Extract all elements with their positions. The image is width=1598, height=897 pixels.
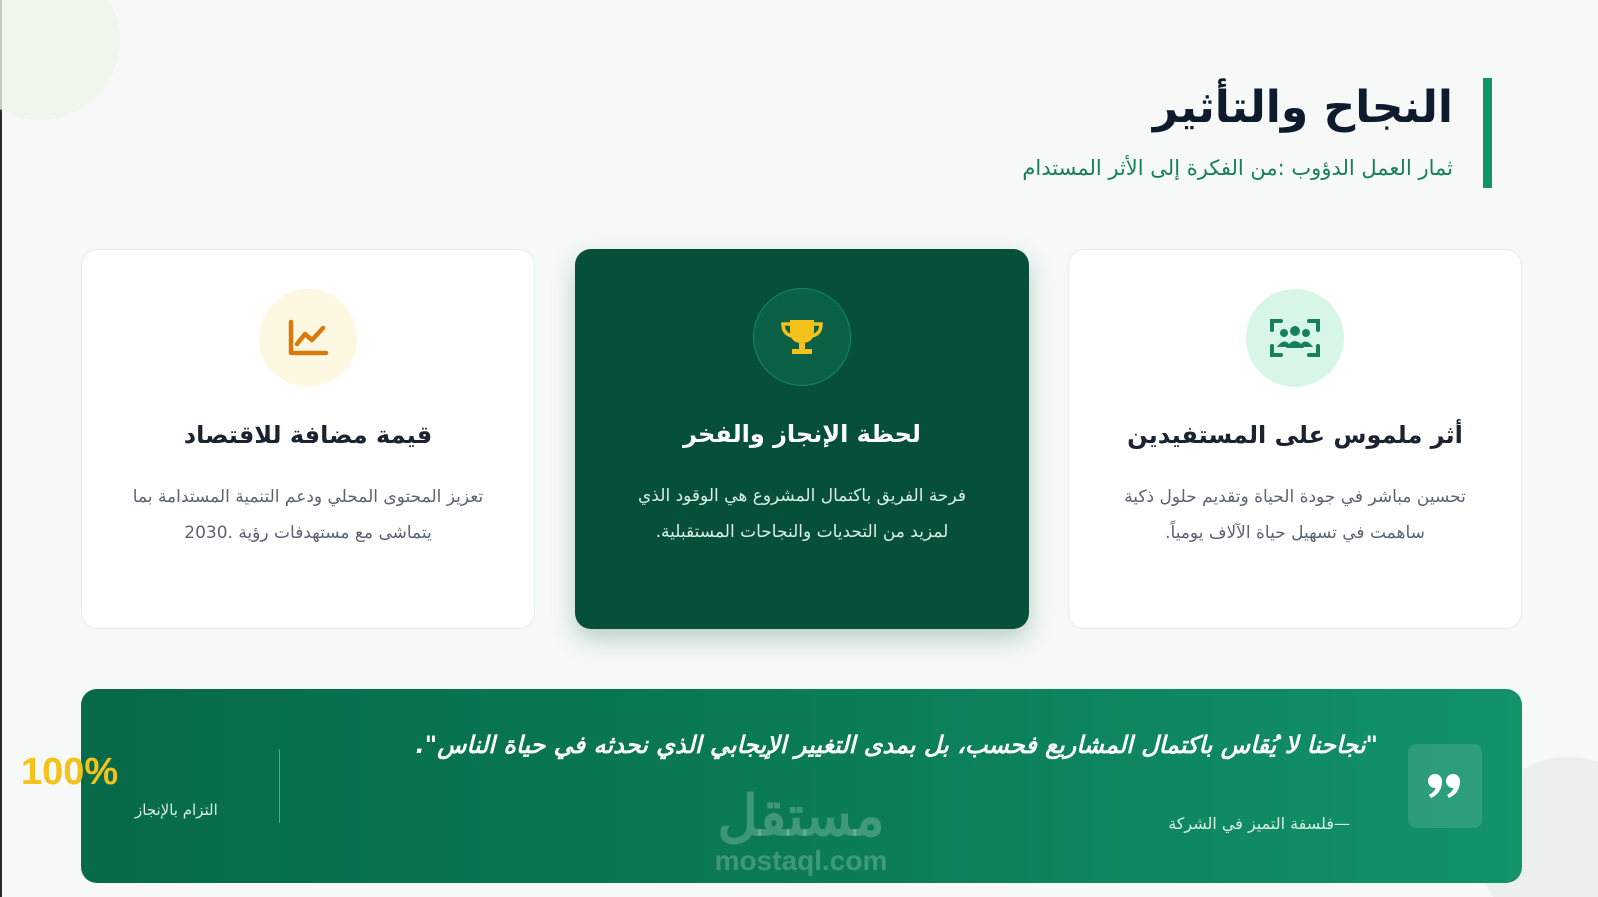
decorative-blob-top-left bbox=[0, 0, 120, 120]
card-description: فرحة الفريق باكتمال المشروع هي الوقود الذي لمزيد من التحديات والنجاحات المستقبلية. bbox=[638, 486, 966, 542]
card-economic-value bbox=[81, 249, 535, 629]
quote-banner bbox=[21, 689, 1522, 883]
quote-text: "نجاحنا لا يُقاس باكتمال المشاريع فحسب، بل بمدى التغيير الإيجابي الذي نحدثه في حياة الناس". bbox=[415, 731, 1378, 759]
line-chart-icon bbox=[259, 289, 357, 387]
cards-row bbox=[81, 249, 1522, 629]
card-title: لحظة الإنجاز والفخر bbox=[683, 420, 921, 448]
page-title: النجاح والتأثير bbox=[1152, 82, 1453, 133]
card-achievement-pride bbox=[575, 249, 1029, 629]
page-subtitle: ثمار العمل الدؤوب :من الفكرة إلى الأثر المستدام bbox=[1022, 156, 1453, 180]
left-edge-rule bbox=[0, 0, 2, 897]
banner-divider bbox=[279, 749, 280, 823]
stat-label: التزام بالإنجاز bbox=[135, 801, 218, 819]
card-beneficiaries-impact bbox=[1068, 249, 1522, 629]
card-title: قيمة مضافة للاقتصاد bbox=[183, 421, 433, 449]
card-description: تعزيز المحتوى المحلي ودعم التنمية المستدامة بما يتماشى مع مستهدفات رؤية .2030 bbox=[132, 487, 484, 543]
users-focus-icon bbox=[1246, 289, 1344, 387]
quote-source: —فلسفة التميز في الشركة bbox=[1168, 814, 1350, 833]
page-header bbox=[932, 78, 1492, 188]
watermark-logo bbox=[691, 784, 911, 877]
card-title: أثر ملموس على المستفيدين bbox=[1127, 421, 1463, 449]
card-description: تحسين مباشر في جودة الحياة وتقديم حلول ذكية ساهمت في تسهيل حياة الآلاف يومياً. bbox=[1124, 487, 1466, 543]
stat-value: 100% bbox=[21, 751, 119, 793]
watermark-latin: mostaql.com bbox=[714, 845, 888, 876]
quote-mark-icon bbox=[1408, 744, 1482, 828]
trophy-icon bbox=[753, 288, 851, 386]
watermark-arabic: مستقل bbox=[717, 784, 885, 847]
